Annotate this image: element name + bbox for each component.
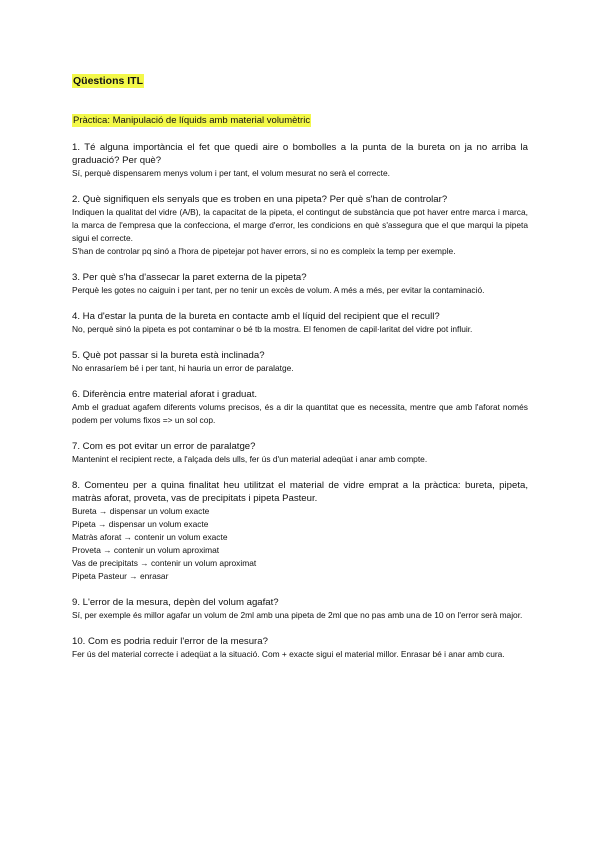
question-text: 6. Diferència entre material aforat i graduat. <box>72 389 258 400</box>
answer-text: S'han de controlar pq sinó a l'hora de pipetejar pot haver errors, si no es compleix la temp per exemple. <box>72 246 456 256</box>
question-block <box>72 193 528 258</box>
list-item: Vas de precipitats → contenir un volum aproximat <box>72 558 257 568</box>
question-block <box>72 440 528 466</box>
question-block <box>72 141 528 180</box>
question-block <box>72 479 528 583</box>
document-title: Qüestions ITL <box>73 75 144 87</box>
material-list <box>72 505 528 583</box>
list-item: Matràs aforat → contenir un volum exacte <box>72 532 228 542</box>
document-page <box>72 71 528 661</box>
list-item: Pipeta Pasteur → enrasar <box>72 571 169 581</box>
answer-text: Indiquen la qualitat del vidre (A/B), la capacitat de la pipeta, el contingut de substància que pot haver entre marca i marca, la marca de l'empresa que la confecciona, el marge d'error, les condicions en què s'assegura que el que marqui la pipeta sigui el correcte. <box>72 207 528 243</box>
answer-text: No, perquè sinó la pipeta es pot contaminar o bé tb la mostra. El fenomen de capil·laritat del vidre pot influir. <box>72 324 473 334</box>
question-text: 3. Per què s'ha d'assecar la paret externa de la pipeta? <box>72 272 307 283</box>
question-text: 4. Ha d'estar la punta de la bureta en contacte amb el líquid del recipient que el recull? <box>72 311 440 322</box>
answer-text: Sí, perquè dispensarem menys volum i per tant, el volum mesurat no serà el correcte. <box>72 168 390 178</box>
question-block <box>72 388 528 427</box>
question-text: 9. L'error de la mesura, depèn del volum agafat? <box>72 597 279 608</box>
list-item: Bureta → dispensar un volum exacte <box>72 506 210 516</box>
question-block <box>72 310 528 336</box>
question-block <box>72 596 528 622</box>
list-item: Proveta → contenir un volum aproximat <box>72 545 220 555</box>
question-text: 2. Què signifiquen els senyals que es troben en una pipeta? Per què s'han de controlar? <box>72 194 448 205</box>
question-text: 10. Com es podria reduir l'error de la mesura? <box>72 636 268 647</box>
answer-text: Fer ús del material correcte i adeqüat a la situació. Com + exacte sigui el material millor. Enrasar bé i anar amb cura. <box>72 649 505 659</box>
question-text: 8. Comenteu per a quina finalitat heu utilitzat el material de vidre emprat a la pràctica: bureta, pipeta, matràs aforat, proveta, vas de precipitats i pipeta Pasteur. <box>72 480 528 504</box>
answer-text: No enrasaríem bé i per tant, hi hauria un error de paralatge. <box>72 363 294 373</box>
question-text: 1. Té alguna importància el fet que quedi aire o bombolles a la punta de la bureta on ja no arriba la graduació? Per què? <box>72 142 528 166</box>
question-text: 5. Què pot passar si la bureta està inclinada? <box>72 350 265 361</box>
practice-subtitle: Pràctica: Manipulació de líquids amb material volumètric <box>73 115 311 126</box>
question-block <box>72 349 528 375</box>
answer-text: Amb el graduat agafem diferents volums precisos, és a dir la quantitat que es necessita, mentre que amb l'aforat només podem per volums fixos => un sol cop. <box>72 402 528 425</box>
answer-text: Mantenint el recipient recte, a l'alçada dels ulls, fer ús d'un material adeqüat i anar amb compte. <box>72 454 428 464</box>
question-block <box>72 271 528 297</box>
answer-text: Perquè les gotes no caiguin i per tant, per no tenir un excès de volum. A més a més, per evitar la contaminació. <box>72 285 485 295</box>
question-block <box>72 635 528 661</box>
question-text: 7. Com es pot evitar un error de paralatge? <box>72 441 256 452</box>
list-item: Pipeta → dispensar un volum exacte <box>72 519 209 529</box>
answer-text: Sí, per exemple és millor agafar un volum de 2ml amb una pipeta de 2ml que no pas amb una de 10 on l'error serà major. <box>72 610 523 620</box>
